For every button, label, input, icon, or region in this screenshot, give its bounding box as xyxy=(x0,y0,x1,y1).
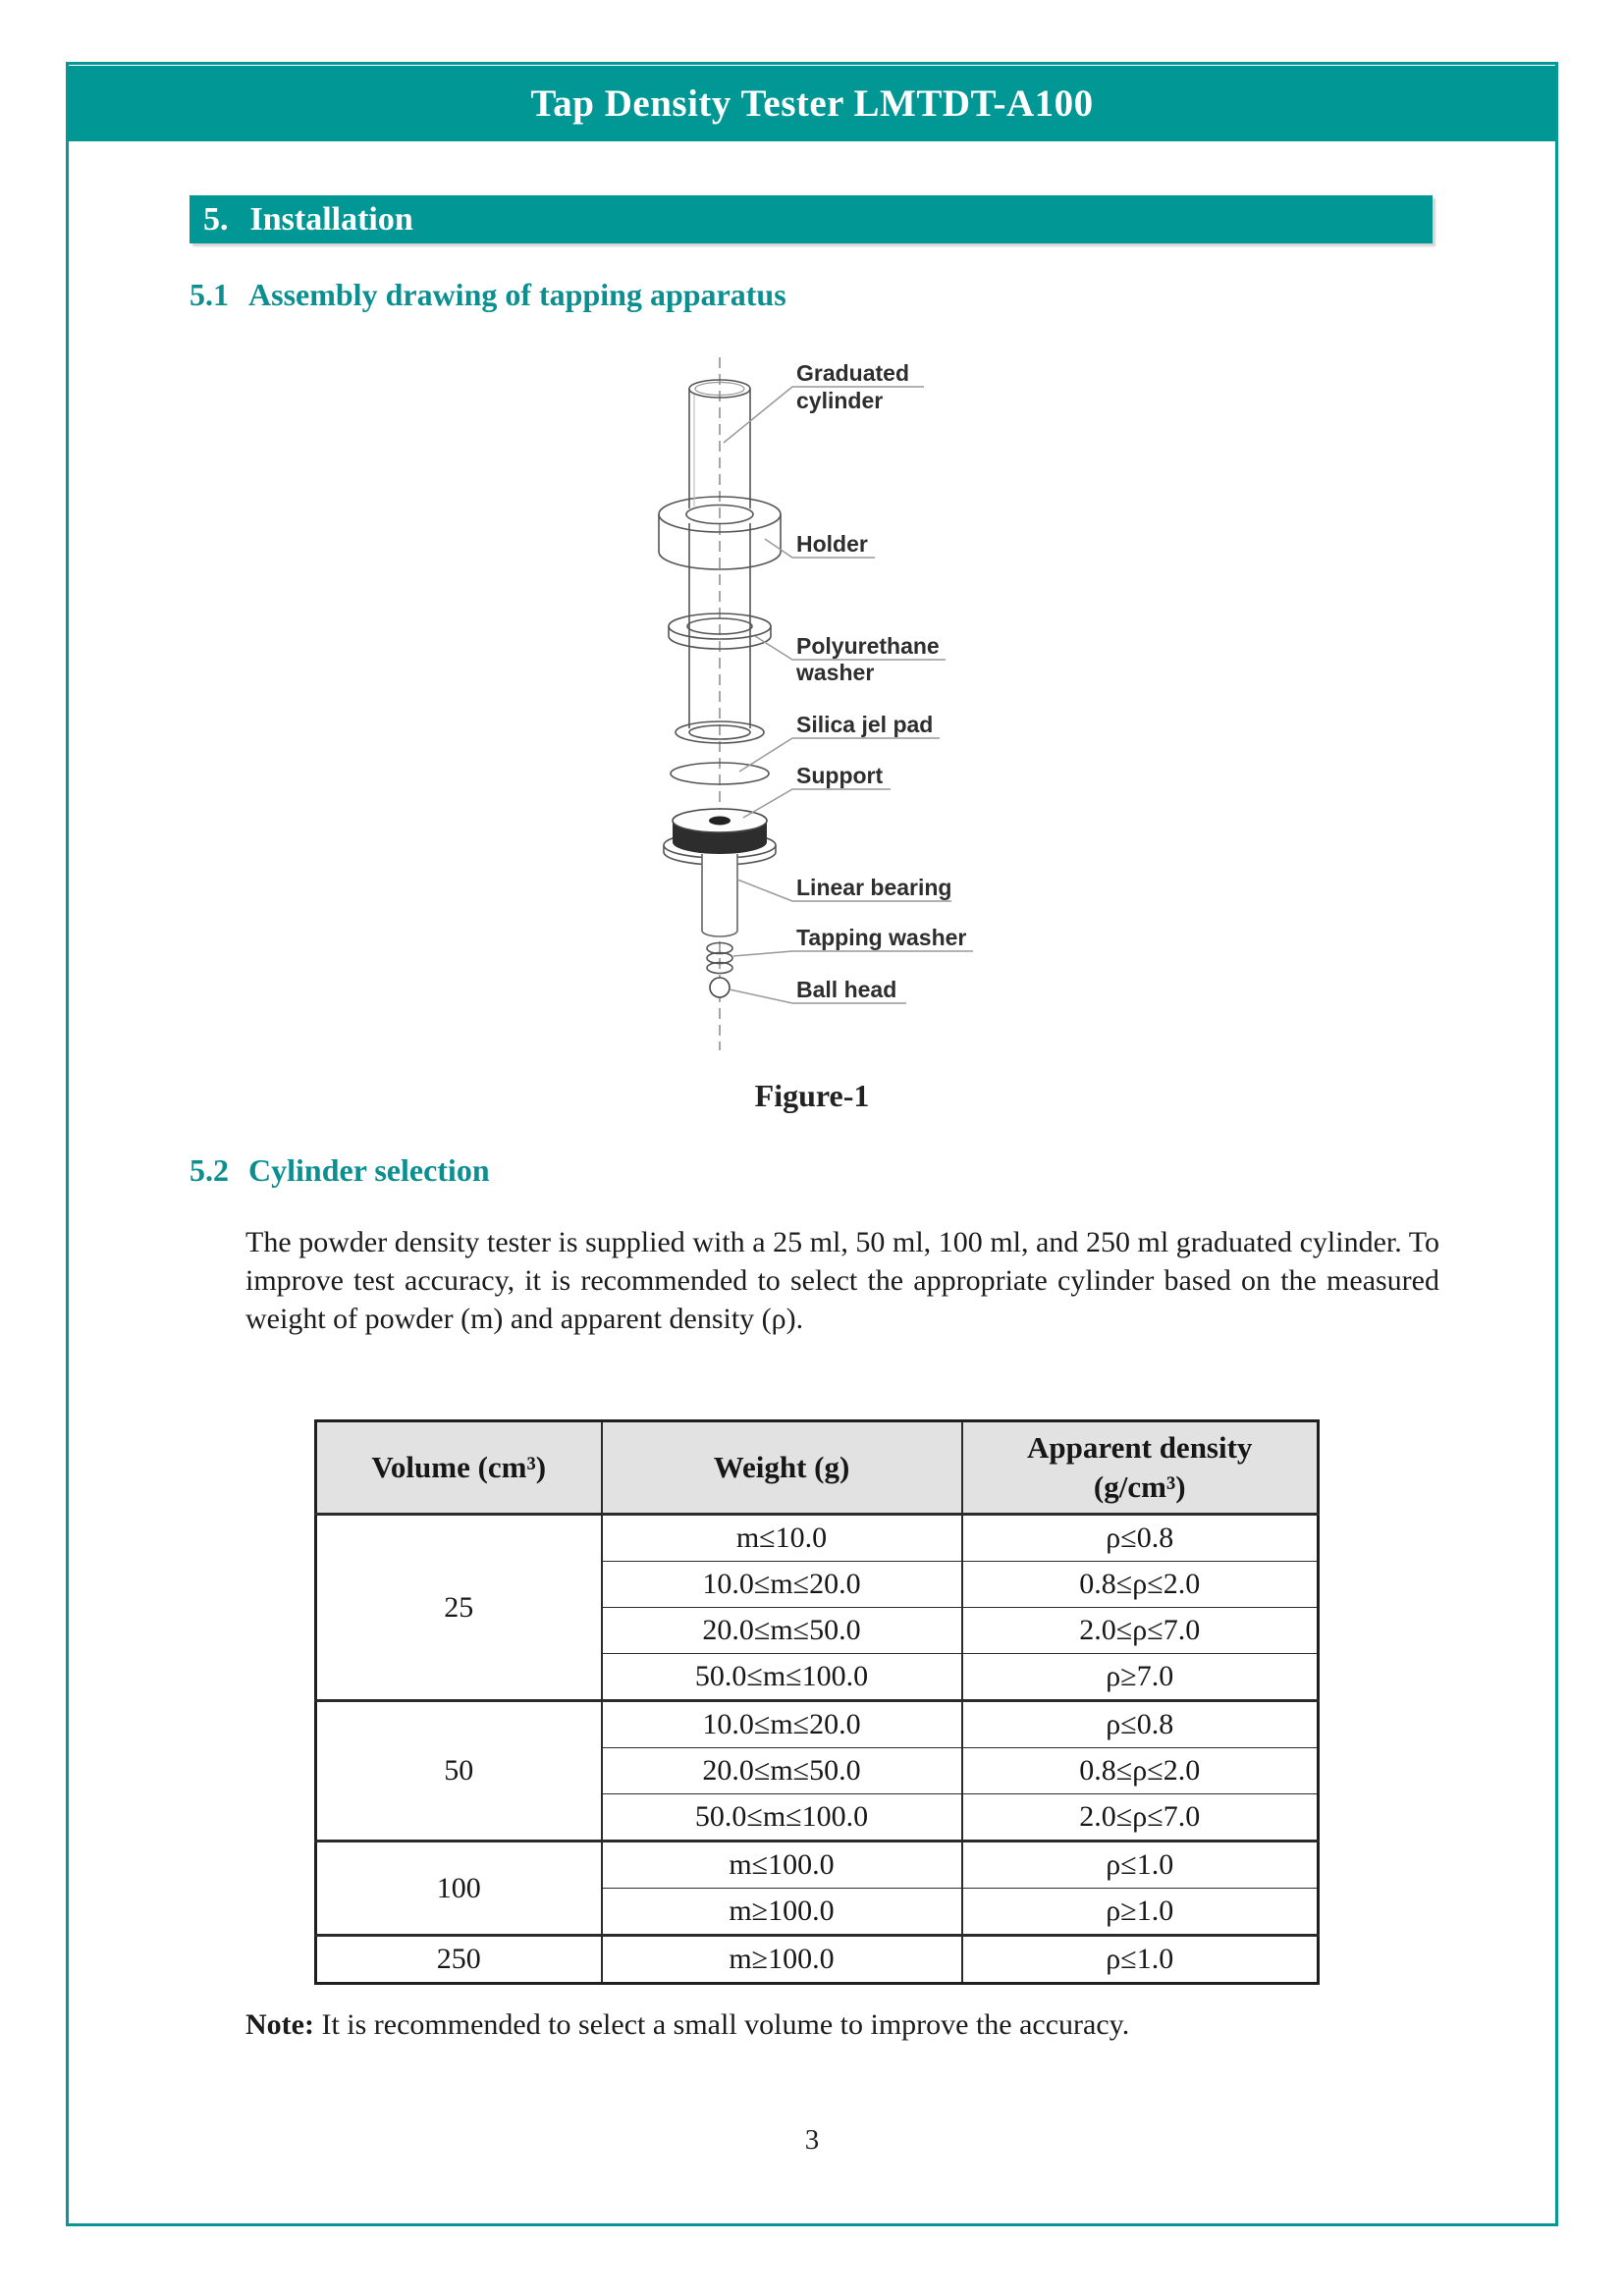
page-header-title: Tap Density Tester LMTDT-A100 xyxy=(530,82,1094,125)
weight-cell: 10.0≤m≤20.0 xyxy=(602,1701,962,1748)
figure-label-washer: washer xyxy=(796,660,875,685)
page-number: 3 xyxy=(804,2124,820,2156)
volume-cell: 100 xyxy=(316,1842,602,1936)
density-cell: ρ≤1.0 xyxy=(962,1842,1319,1889)
figure-label-cylinder: cylinder xyxy=(796,388,884,413)
weight-cell: 20.0≤m≤50.0 xyxy=(602,1608,962,1654)
density-cell: ρ≥1.0 xyxy=(962,1889,1319,1936)
figure-label-graduated: Graduated xyxy=(796,360,910,386)
weight-cell: m≤100.0 xyxy=(602,1842,962,1889)
body-paragraph: The powder density tester is supplied with a 25 ml, 50 ml, 100 ml, and 250 ml graduated cylinder. To improve test accuracy, it is recommended to select the appropriate cylinder based on the measured weight of powder (m) and apparent density (ρ). xyxy=(245,1226,1439,1335)
density-cell: ρ≤0.8 xyxy=(962,1515,1319,1562)
weight-cell: 50.0≤m≤100.0 xyxy=(602,1654,962,1701)
weight-cell: 20.0≤m≤50.0 xyxy=(602,1748,962,1794)
table-row xyxy=(316,1936,1319,1984)
density-cell: 2.0≤ρ≤7.0 xyxy=(962,1794,1319,1842)
table-row xyxy=(316,1701,1319,1748)
volume-cell: 25 xyxy=(316,1515,602,1701)
table-header-row xyxy=(316,1421,1319,1515)
density-cell: ρ≤0.8 xyxy=(962,1701,1319,1748)
assembly-figure-svg xyxy=(584,349,1105,1068)
section-title: Installation xyxy=(249,201,413,238)
weight-cell: 50.0≤m≤100.0 xyxy=(602,1794,962,1842)
figure-label-ball-head: Ball head xyxy=(796,977,897,1002)
subsection-5-2-heading xyxy=(189,1152,490,1189)
figure-label-holder: Holder xyxy=(796,531,868,557)
figure-label-support: Support xyxy=(796,763,884,788)
leader-support xyxy=(743,789,891,818)
table-header-cell: Weight (g) xyxy=(602,1421,962,1515)
density-cell: 2.0≤ρ≤7.0 xyxy=(962,1608,1319,1654)
table-body xyxy=(316,1515,1319,1984)
density-cell: 0.8≤ρ≤2.0 xyxy=(962,1748,1319,1794)
subsection-5-1-heading xyxy=(189,277,786,313)
assembly-figure xyxy=(584,349,1105,1068)
table-row xyxy=(316,1515,1319,1562)
table-header-cell: Apparent density (g/cm³) xyxy=(962,1421,1319,1515)
subsection-5-2-title: Cylinder selection xyxy=(248,1152,490,1188)
cylinder-selection-table xyxy=(314,1419,1320,1985)
page-header-band xyxy=(69,66,1555,141)
subsection-5-1-title: Assembly drawing of tapping apparatus xyxy=(248,277,786,312)
density-cell: ρ≤1.0 xyxy=(962,1936,1319,1984)
leader-tapping-washer xyxy=(733,951,973,956)
section-banner xyxy=(189,195,1433,243)
table-row xyxy=(316,1842,1319,1889)
weight-cell: 10.0≤m≤20.0 xyxy=(602,1562,962,1608)
density-cell: ρ≥7.0 xyxy=(962,1654,1319,1701)
subsection-5-2-number: 5.2 xyxy=(189,1152,229,1188)
ball-head-shape xyxy=(710,978,730,997)
weight-cell: m≤10.0 xyxy=(602,1515,962,1562)
section-number: 5. xyxy=(203,201,229,238)
note-text: It is recommended to select a small volume to improve the accuracy. xyxy=(313,2008,1130,2041)
subsection-5-1-number: 5.1 xyxy=(189,277,229,312)
table-header-cell: Volume (cm³) xyxy=(316,1421,602,1515)
note-line xyxy=(245,2008,1129,2042)
figure-label-linear-bearing: Linear bearing xyxy=(796,875,952,900)
note-label: Note: xyxy=(245,2008,314,2041)
figure-label-polyurethane: Polyurethane xyxy=(796,633,940,659)
figure-label-tapping-washer: Tapping washer xyxy=(796,925,967,950)
volume-cell: 250 xyxy=(316,1936,602,1984)
figure-label-silica-pad: Silica jel pad xyxy=(796,712,934,737)
figure-caption: Figure-1 xyxy=(754,1078,870,1113)
weight-cell: m≥100.0 xyxy=(602,1936,962,1984)
linear-bearing-shape xyxy=(702,854,737,936)
volume-cell: 50 xyxy=(316,1701,602,1842)
weight-cell: m≥100.0 xyxy=(602,1889,962,1936)
density-cell: 0.8≤ρ≤2.0 xyxy=(962,1562,1319,1608)
